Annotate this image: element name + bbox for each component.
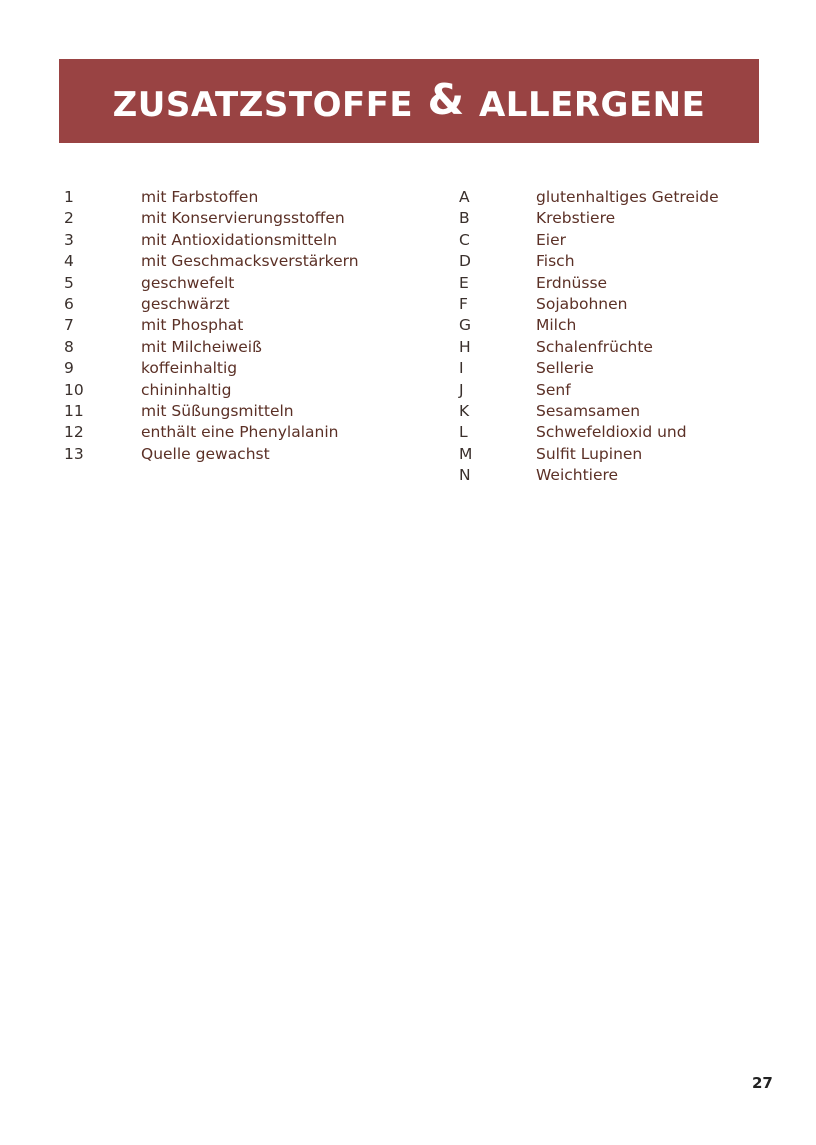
allergen-item-code: E bbox=[459, 273, 469, 292]
additive-item-code: 11 bbox=[64, 401, 84, 420]
allergen-item-code: I bbox=[459, 359, 464, 378]
allergen-item-code: L bbox=[459, 423, 468, 442]
additive-item-label: geschwefelt bbox=[141, 273, 235, 292]
allergen-item-label: Fisch bbox=[536, 252, 575, 271]
allergen-item-code: M bbox=[459, 444, 473, 463]
allergen-item-label: Sojabohnen bbox=[536, 294, 628, 313]
additive-item-label: geschwärzt bbox=[141, 294, 230, 313]
additive-item-code: 9 bbox=[64, 359, 74, 378]
allergen-item-label: Sesamsamen bbox=[536, 401, 641, 420]
allergen-item-label: glutenhaltiges Getreide bbox=[536, 188, 719, 206]
additive-item-code: 12 bbox=[64, 423, 84, 442]
additive-item-code: 5 bbox=[64, 273, 74, 292]
additive-item-label: mit Milcheiweiß bbox=[141, 337, 262, 356]
additive-item-code: 4 bbox=[64, 252, 74, 271]
allergen-item-code: H bbox=[459, 337, 471, 356]
title-part-additives: ZUSATZSTOFFE bbox=[112, 84, 414, 125]
additive-item-label: mit Konservierungsstoffen bbox=[141, 209, 345, 228]
allergen-item-code: A bbox=[459, 188, 470, 206]
page-number: 27 bbox=[752, 1074, 773, 1092]
additive-item-code: 8 bbox=[64, 337, 74, 356]
additive-item-code: 10 bbox=[64, 380, 84, 399]
allergen-item-code: G bbox=[459, 316, 472, 335]
allergen-item-code: C bbox=[459, 230, 470, 249]
allergen-item-code: D bbox=[459, 252, 471, 271]
additive-item-code: 7 bbox=[64, 316, 74, 335]
allergen-item-code: F bbox=[459, 294, 468, 313]
allergen-item-code: K bbox=[459, 401, 470, 420]
page-title bbox=[112, 74, 706, 126]
additive-item-label: koffeinhaltig bbox=[141, 359, 238, 378]
additive-item-label: chininhaltig bbox=[141, 380, 232, 399]
additive-item-code: 2 bbox=[64, 209, 74, 228]
additive-item-code: 1 bbox=[64, 188, 74, 206]
additive-item-code: 3 bbox=[64, 230, 74, 249]
allergen-item-label: Schalenfrüchte bbox=[536, 337, 653, 356]
allergen-item-label: Weichtiere bbox=[536, 466, 619, 485]
additive-item-label: enthält eine Phenylalanin bbox=[141, 423, 339, 442]
additive-item-label: mit Antioxidationsmitteln bbox=[141, 230, 338, 249]
additive-item-label: mit Farbstoffen bbox=[141, 188, 259, 206]
title-ampersand: & bbox=[427, 74, 465, 124]
allergen-item-code: B bbox=[459, 209, 470, 228]
allergen-item-label: Sulfit Lupinen bbox=[536, 444, 643, 463]
title-banner bbox=[59, 59, 759, 143]
additive-item-code: 6 bbox=[64, 294, 74, 313]
additive-item-label: mit Geschmacksverstärkern bbox=[141, 252, 359, 271]
allergen-item-code: N bbox=[459, 466, 471, 485]
allergen-item-label: Eier bbox=[536, 230, 567, 249]
title-part-allergens: ALLERGENE bbox=[478, 84, 706, 125]
allergen-item-code: J bbox=[459, 380, 464, 399]
allergen-item-label: Senf bbox=[536, 380, 571, 399]
allergen-item-label: Sellerie bbox=[536, 359, 594, 378]
additive-item-label: mit Phosphat bbox=[141, 316, 244, 335]
additive-item-code: 13 bbox=[64, 444, 84, 463]
allergen-item-label: Erdnüsse bbox=[536, 273, 608, 292]
allergen-item-label: Schwefeldioxid und bbox=[536, 423, 687, 442]
additive-item-label: Quelle gewachst bbox=[141, 444, 270, 463]
allergen-item-label: Krebstiere bbox=[536, 209, 616, 228]
additive-item-label: mit Süßungsmitteln bbox=[141, 401, 294, 420]
allergen-item-label: Milch bbox=[536, 316, 577, 335]
